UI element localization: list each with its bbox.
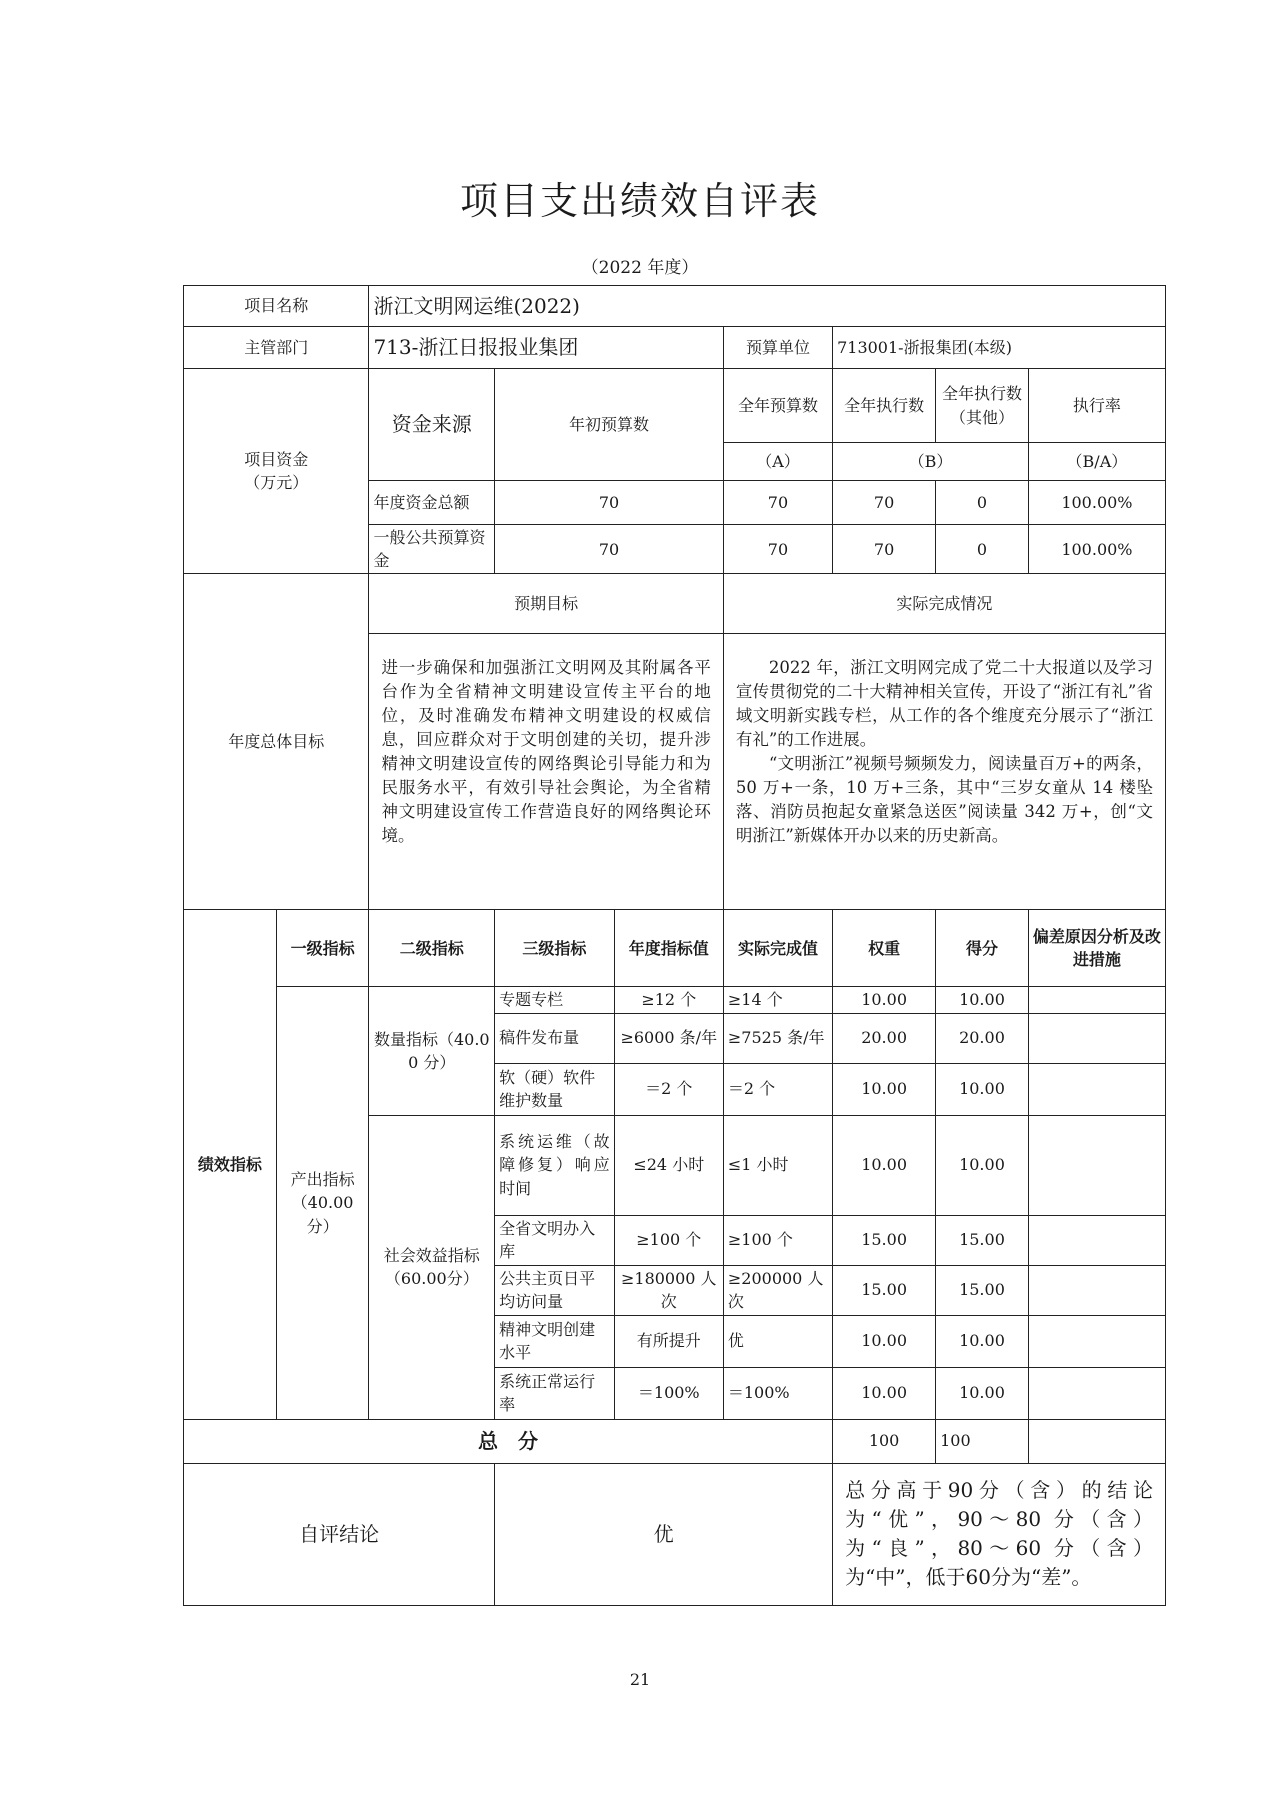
goals-label: 年度总体目标 (184, 574, 369, 910)
actual-header: 实际完成值 (723, 910, 832, 987)
funds-source-header: 资金来源 (369, 369, 495, 481)
conclusion-note: 总分高于90分（含）的结论为“优”，90～80 分（含）为“良”，80～60 分（含）为“中”，低于60分为“差”。 (833, 1463, 1166, 1605)
indicator-deviation (1028, 1115, 1165, 1215)
funds-a-label: （A） (723, 443, 832, 481)
level1-header: 一级指标 (276, 910, 369, 987)
indicator-deviation (1028, 1215, 1165, 1265)
indicator-name: 公共主页日平均访问量 (495, 1265, 615, 1315)
indicator-actual: ≥100 个 (723, 1215, 832, 1265)
goals-expected-text (369, 634, 723, 910)
indicator-score: 20.00 (936, 1013, 1029, 1063)
indicator-target: ≥6000 条/年 (614, 1013, 723, 1063)
indicator-name: 精神文明创建水平 (495, 1315, 615, 1367)
level1-name: 产出指标（40.00分） (276, 987, 369, 1419)
level3-header: 三级指标 (495, 910, 615, 987)
indicator-name: 全省文明办入库 (495, 1215, 615, 1265)
indicator-score: 15.00 (936, 1265, 1029, 1315)
indicator-score: 10.00 (936, 1063, 1029, 1115)
budget-unit-label: 预算单位 (723, 327, 832, 369)
indicator-actual: ≥14 个 (723, 987, 832, 1013)
indicator-target: ≤24 小时 (614, 1115, 723, 1215)
level2-social-benefit: 社会效益指标（60.00分） (369, 1115, 495, 1419)
total-deviation (1028, 1419, 1165, 1463)
level2-quantity: 数量指标（40.00 分） (369, 987, 495, 1115)
indicator-weight: 10.00 (833, 1063, 936, 1115)
funds-row-rate: 100.00% (1028, 525, 1165, 574)
indicator-deviation (1028, 1367, 1165, 1419)
funds-row-budget: 70 (723, 481, 832, 525)
goals-actual-paragraph-2: “文明浙江”视频号频频发力，阅读量百万+的两条，50 万+一条，10 万+三条，其中“三岁女童从 14 楼坠落、消防员抱起女童紧急送医”阅读量 342 万+，创“文明浙江”新媒体开办以来的历史新高。 (735, 754, 1153, 845)
indicator-deviation (1028, 987, 1165, 1013)
indicator-weight: 10.00 (833, 1115, 936, 1215)
page-title: 项目支出绩效自评表 (459, 179, 820, 223)
indicator-weight: 10.00 (833, 1315, 936, 1367)
indicator-name: 专题专栏 (495, 987, 615, 1013)
indicator-name: 系统运维（故障修复）响应时间 (495, 1115, 615, 1215)
indicator-target: ≥180000 人次 (614, 1265, 723, 1315)
self-evaluation-table (183, 285, 1166, 1606)
funds-row-source: 一般公共预算资金 (369, 525, 495, 574)
funds-label: 项目资金 （万元） (184, 369, 369, 574)
indicator-actual: ＝2 个 (723, 1063, 832, 1115)
page-number: 21 (629, 1670, 651, 1689)
funds-row-initial: 70 (495, 481, 724, 525)
funds-row-exec: 70 (833, 481, 936, 525)
funds-row-budget: 70 (723, 525, 832, 574)
indicator-target: ≥12 个 (614, 987, 723, 1013)
project-name-label: 项目名称 (184, 286, 369, 327)
indicator-target: ＝100% (614, 1367, 723, 1419)
goals-actual-header: 实际完成情况 (723, 574, 1165, 634)
indicator-actual: 优 (723, 1315, 832, 1367)
total-weight: 100 (833, 1419, 936, 1463)
indicators-section-label: 绩效指标 (184, 910, 277, 1419)
score-header: 得分 (936, 910, 1029, 987)
indicator-deviation (1028, 1013, 1165, 1063)
funds-exec-other-header: 全年执行数（其他） (936, 369, 1029, 443)
indicator-score: 10.00 (936, 987, 1029, 1013)
indicator-target: ＝2 个 (614, 1063, 723, 1115)
indicator-deviation (1028, 1063, 1165, 1115)
total-score: 100 (936, 1419, 1029, 1463)
goals-expected-paragraph: 进一步确保和加强浙江文明网及其附属各平台作为全省精神文明建设宣传主平台的地位，及时准确发布精神文明建设的权威信息，回应群众对于文明创建的关切，提升涉精神文明建设宣传的网络舆论引导能力和为民服务水平，有效引导社会舆论，为全省精神文明建设宣传工作营造良好的网络舆论环境。 (381, 658, 711, 845)
dept-label: 主管部门 (184, 327, 369, 369)
funds-row-rate: 100.00% (1028, 481, 1165, 525)
funds-budget-header: 全年预算数 (723, 369, 832, 443)
funds-row-other: 0 (936, 525, 1029, 574)
indicator-score: 10.00 (936, 1315, 1029, 1367)
year-label: （2022 年度） (581, 258, 699, 278)
indicator-score: 10.00 (936, 1115, 1029, 1215)
indicator-deviation (1028, 1315, 1165, 1367)
indicator-score: 10.00 (936, 1367, 1029, 1419)
project-name-value: 浙江文明网运维(2022) (369, 286, 1166, 327)
budget-unit-value: 713001-浙报集团(本级) (833, 327, 1166, 369)
indicator-deviation (1028, 1265, 1165, 1315)
funds-row-source: 年度资金总额 (369, 481, 495, 525)
funds-initial-header: 年初预算数 (495, 369, 724, 481)
funds-rate-header: 执行率 (1028, 369, 1165, 443)
total-label: 总 分 (184, 1419, 833, 1463)
indicator-actual: ≥7525 条/年 (723, 1013, 832, 1063)
weight-header: 权重 (833, 910, 936, 987)
funds-row-exec: 70 (833, 525, 936, 574)
indicator-name: 系统正常运行率 (495, 1367, 615, 1419)
conclusion-label: 自评结论 (184, 1463, 495, 1605)
indicator-actual: ＝100% (723, 1367, 832, 1419)
indicator-weight: 15.00 (833, 1215, 936, 1265)
indicator-name: 稿件发布量 (495, 1013, 615, 1063)
indicator-actual: ≥200000 人次 (723, 1265, 832, 1315)
indicator-target: 有所提升 (614, 1315, 723, 1367)
indicator-weight: 20.00 (833, 1013, 936, 1063)
indicator-target: ≥100 个 (614, 1215, 723, 1265)
goals-actual-paragraph-1: 2022 年，浙江文明网完成了党二十大报道以及学习宣传贯彻党的二十大精神相关宣传，开设了“浙江有礼”省域文明新实践专栏，从工作的各个维度充分展示了“浙江有礼”的工作进展。 (735, 658, 1153, 750)
funds-row-other: 0 (936, 481, 1029, 525)
deviation-header: 偏差原因分析及改进措施 (1028, 910, 1165, 987)
target-header: 年度指标值 (614, 910, 723, 987)
indicator-score: 15.00 (936, 1215, 1029, 1265)
conclusion-value: 优 (495, 1463, 833, 1605)
indicator-weight: 10.00 (833, 1367, 936, 1419)
funds-row-initial: 70 (495, 525, 724, 574)
goals-actual-text (723, 634, 1165, 910)
goals-expected-header: 预期目标 (369, 574, 723, 634)
indicator-weight: 10.00 (833, 987, 936, 1013)
indicator-actual: ≤1 小时 (723, 1115, 832, 1215)
indicator-row (184, 987, 1166, 1013)
funds-ba-label: （B/A） (1028, 443, 1165, 481)
indicator-name: 软（硬）软件维护数量 (495, 1063, 615, 1115)
indicator-weight: 15.00 (833, 1265, 936, 1315)
level2-header: 二级指标 (369, 910, 495, 987)
dept-value: 713-浙江日报报业集团 (369, 327, 723, 369)
funds-b-label: （B） (833, 443, 1029, 481)
funds-exec-header: 全年执行数 (833, 369, 936, 443)
